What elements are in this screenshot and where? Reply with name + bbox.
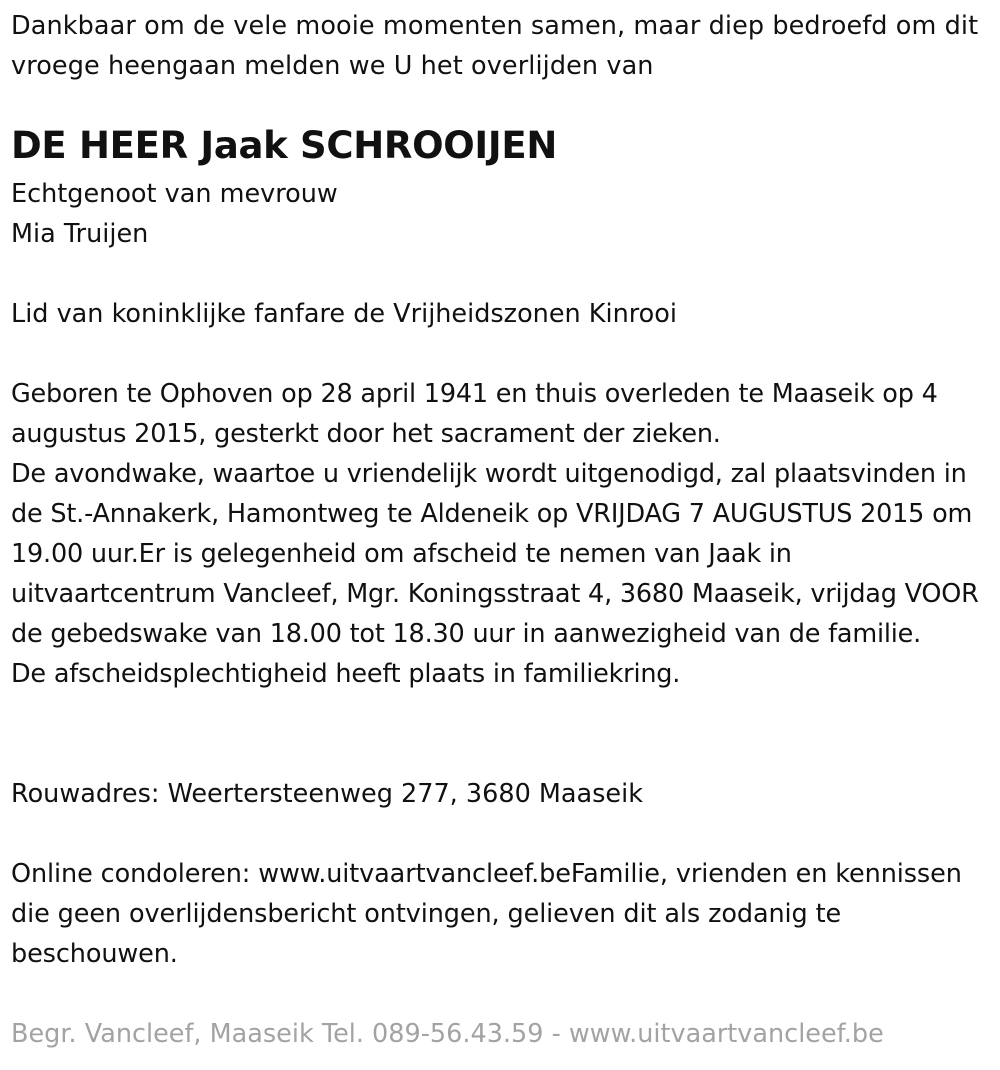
funeral-home-footer: Begr. Vancleef, Maaseik Tel. 089-56.43.59 - www.uitvaartvancleef.be (11, 1019, 884, 1049)
birth-death-paragraph: Geboren te Ophoven op 28 april 1941 en thuis overleden te Maaseik op 4 augustus 2015, gesterkt door het sacrament der zieken. (11, 379, 938, 449)
deceased-name: DE HEER Jaak SCHROOIJEN (11, 124, 557, 167)
mourning-address: Rouwadres: Weertersteenweg 277, 3680 Maaseik (11, 779, 643, 809)
online-paragraph: Online condoleren: www.uitvaartvancleef.beFamilie, vrienden en kennissen die geen overlijdensbericht ontvingen, gelieven dit als zodanig te beschouwen. (11, 859, 962, 969)
wake-paragraph: De avondwake, waartoe u vriendelijk wordt uitgenodigd, zal plaatsvinden in de St.-Annakerk, Hamontweg te Aldeneik op VRIJDAG 7 AUGUSTUS 2015 om 19.00 uur.Er is gelegenheid om afscheid te nemen van Jaak in uitvaartcentrum Vancleef, Mgr. Koningsstraat 4, 3680 Maaseik, vrijdag VOOR de gebedswake van 18.00 tot 18.30 uur in aanwezigheid van de familie. (11, 459, 979, 649)
spouse-line-1: Echtgenoot van mevrouw (11, 179, 338, 209)
spouse-line-2: Mia Truijen (11, 219, 149, 249)
ceremony-paragraph: De afscheidsplechtigheid heeft plaats in familiekring. (11, 659, 681, 689)
intro-paragraph: Dankbaar om de vele mooie momenten samen, maar diep bedroefd om dit vroege heengaan melden we U het overlijden van (11, 11, 979, 81)
details-section (11, 374, 989, 694)
spouse-info (11, 174, 338, 254)
intro-text (11, 6, 986, 86)
membership-text: Lid van koninklijke fanfare de Vrijheidszonen Kinrooi (11, 299, 677, 329)
online-condolence (11, 854, 986, 974)
